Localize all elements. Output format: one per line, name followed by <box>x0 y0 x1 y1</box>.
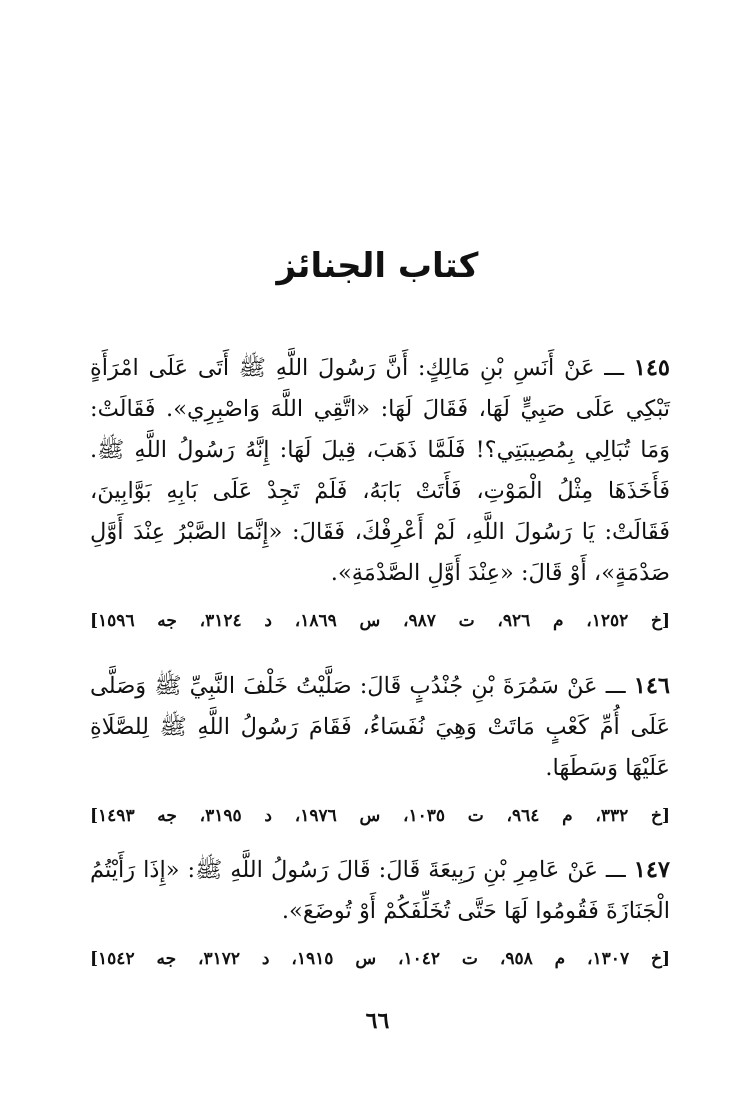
hadith-references: [خ ١٣٠٧، م ٩٥٨، ت ١٠٤٢، س ١٩١٥، د ٣١٧٢، جه ١٥٤٢] <box>90 949 671 969</box>
hadith-body: عَنْ أَنَسِ بْنِ مَالِكٍ: أَنَّ رَسُولَ اللَّهِ ﷺ أَتَى عَلَى امْرَأَةٍ تَبْكِي عَلَى صَبِيٍّ لَهَا، فَقَالَ لَهَا: «اتَّقِي اللَّهَ وَاصْبِرِي». فَقَالَتْ: وَمَا تُبَالِي بِمُصِيبَتِي؟! فَلَمَّا ذَهَبَ، قِيلَ لَهَا: إِنَّهُ رَسُولُ اللَّهِ ﷺ. فَأَخَذَهَا مِثْلُ الْمَوْتِ، فَأَتَتْ بَابَهُ، فَلَمْ تَجِدْ عَلَى بَابِهِ بَوَّابِينَ، فَقَالَتْ: يَا رَسُولَ اللَّهِ، لَمْ أَعْرِفْكَ، فَقَالَ: «إِنَّمَا الصَّبْرُ عِنْدَ أَوَّلِ صَدْمَةٍ»، أَوْ قَالَ: «عِنْدَ أَوَّلِ الصَّدْمَةِ». <box>90 355 670 586</box>
references-text: خ ٣٣٢، م ٩٦٤، ت ١٠٣٥، س ١٩٧٦، د ٣١٩٥، جه ١٤٩٣ <box>98 806 662 826</box>
hadith-body: عَنْ عَامِرِ بْنِ رَبِيعَةَ قَالَ: قَالَ رَسُولُ اللَّهِ ﷺ: «إِذَا رَأَيْتُمُ الْجَنَازَةَ فَقُومُوا لَهَا حَتَّى تُخَلِّفَكُمْ أَوْ تُوضَعَ». <box>90 857 670 924</box>
hadith-body: عَنْ سَمُرَةَ بْنِ جُنْدُبٍ قَالَ: صَلَّيْتُ خَلْفَ النَّبِيِّ ﷺ وَصَلَّى عَلَى أُمِّ كَعْبٍ مَاتَتْ وَهِيَ نُفَسَاءُ، فَقَامَ رَسُولُ اللَّهِ ﷺ لِلصَّلَاةِ عَلَيْهَا وَسَطَهَا. <box>90 673 670 781</box>
hadith-dash: ـــ <box>605 857 626 883</box>
hadith-references: [خ ٣٣٢، م ٩٦٤، ت ١٠٣٥، س ١٩٧٦، د ٣١٩٥، جه ١٤٩٣] <box>90 806 670 826</box>
hadith-text <box>90 348 670 594</box>
hadith-dash: ـــ <box>605 673 626 699</box>
hadith-entry-146 <box>90 666 670 829</box>
references-text: خ ١٢٥٢، م ٩٢٦، ت ٩٨٧، س ١٨٦٩، د ٣١٢٤، جه ١٥٩٦ <box>98 611 662 631</box>
hadith-number: ١٤٦ <box>633 673 671 699</box>
hadith-entry-145 <box>90 348 670 634</box>
references-text: خ ١٣٠٧، م ٩٥٨، ت ١٠٤٢، س ١٩١٥، د ٣١٧٢، جه ١٥٤٢ <box>98 949 662 969</box>
hadith-number: ١٤٧ <box>633 857 671 883</box>
chapter-title: كتاب الجنائز <box>276 246 479 286</box>
hadith-text <box>90 850 670 932</box>
hadith-number: ١٤٥ <box>633 355 670 381</box>
hadith-references: [خ ١٢٥٢، م ٩٢٦، ت ٩٨٧، س ١٨٦٩، د ٣١٢٤، جه ١٥٩٦] <box>90 611 670 631</box>
hadith-entry-147 <box>90 850 670 972</box>
page-number: ٦٦ <box>365 1008 390 1034</box>
hadith-dash: ـــ <box>604 355 625 381</box>
hadith-text <box>90 666 670 789</box>
